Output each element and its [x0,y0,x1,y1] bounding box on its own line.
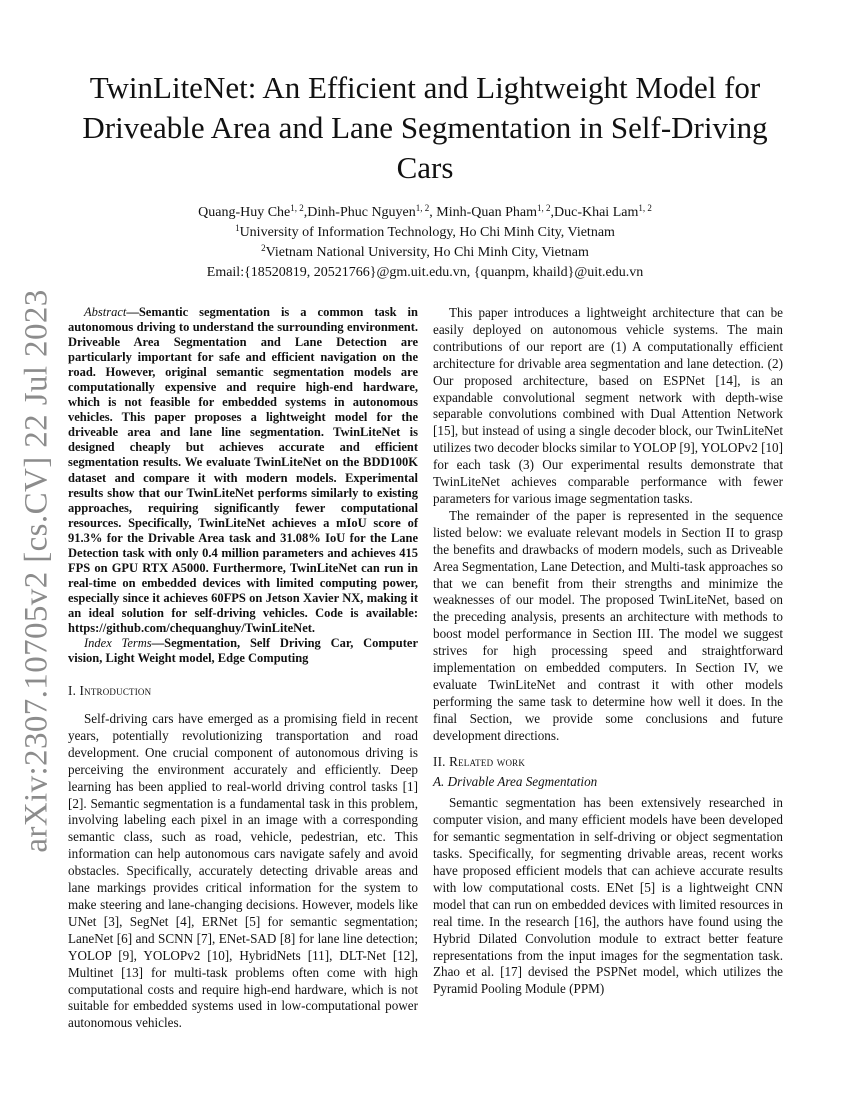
index-terms-label: Index Terms [84,636,152,651]
introduction-paragraph: Self-driving cars have emerged as a promising field in recent years, potentially revolutionizing transportation and road development. One crucial component of autonomous driving is perceiving the environment accurately and efficiently. Deep learning has been applied to real-world driving control tasks [1] [2]. Semantic segmentation is a fundamental task in this problem, involving labeling each pixel in an image with a corresponding semantic class, such as road, vehicle, pedestrian, etc. This information can help autonomous cars navigate safely and avoid obstacles. Specifically, accurately detecting drivable areas and lane markings provides critical information for the system to make steering and lane-changing decisions. However, models like UNet [3], SegNet [4], ERNet [5] for semantic segmentation; LaneNet [6] and SCNN [7], ENet-SAD [8] for lane line detection; YOLOP [9], YOLOPv2 [10], HybridNets [11], DLT-Net [12], Multinet [13] for multi-task problems often come with high computational costs and require high-end hardware, which is not suitable for embedded systems used in low-computational power autonomous vehicles. [68,711,418,1031]
section-heading-introduction [68,683,418,700]
related-work-paragraph: Semantic segmentation has been extensively researched in computer vision, and many efficient models have been developed for semantic segmentation in self-driving or object segmentation tasks. Specifically, for segmenting drivable areas, recent works have proposed efficient models that can achieve accurate results with low computational costs. ENet [5] is a lightweight CNN model that can run on embedded devices with limited resources in real time. In the research [16], the authors have found using the Hybrid Dilated Convolution module to extract better feature representations from the input images for the segmentation task. Zhao et al. [17] devised the PSPNet model, which utilizes the Pyramid Pooling Module (PPM) [433,795,783,997]
affiliation-2-text: Vietnam National University, Ho Chi Minh City, Vietnam [265,245,589,260]
right-column [433,305,783,998]
section-number: I. [68,683,80,699]
arxiv-identifier[interactable]: arXiv:2307.10705v2 [cs.CV] 22 Jul 2023 [18,289,55,853]
author-affiliation-mark: 1, 2 [290,203,304,213]
affiliation-1 [80,223,770,243]
author-name: Dinh-Phuc Nguyen [307,205,416,220]
affiliation-mark: 1 [235,223,240,233]
author-affiliation-mark: 1, 2 [537,203,551,213]
affiliation-2 [80,243,770,263]
abstract-label: Abstract [84,305,127,319]
author-name: Minh-Quan Pham [436,205,537,220]
section-title: Related work [449,753,526,769]
subsection-heading-drivable-area: A. Drivable Area Segmentation [433,774,598,790]
author-affiliation-mark: 1, 2 [638,203,652,213]
author-name: Quang-Huy Che [198,205,291,220]
author-email[interactable]: Email:{18520819, 20521766}@gm.uit.edu.vn, {quanpm, khaild}@uit.edu.vn [206,265,644,280]
section-heading-related-work [433,754,783,771]
index-terms-text: —Segmentation, Self Driving Car, Computer vision, Light Weight model, Edge Computing [68,636,418,666]
index-terms [68,636,418,666]
author-block [80,203,770,283]
abstract-text: —Semantic segmentation is a common task in autonomous driving to understand the surrounding environment. Driveable Area Segmentation and Lane Detection are particularly important for safe and efficient navigation on the road. However, original semantic segmentation models are computationally expensive and require high-end hardware, which is not feasible for embedded systems in autonomous vehicles. This paper proposes a lightweight model for the driveable area and lane line segmentation. TwinLiteNet is designed cheaply but achieves accurate and efficient segmentation results. We evaluate TwinLiteNet on the BDD100K dataset and compare it with modern models. Experimental results show that our TwinLiteNet performs similarly to existing approaches, requiring significantly fewer computational resources. Specifically, TwinLiteNet achieves a mIoU score of 91.3% for the Drivable Area task and 31.08% IoU for the Lane Detection task with only 0.4 million parameters and achieves 415 FPS on GPU RTX A5000. Furthermore, TwinLiteNet can run in real-time on embedded devices with limited computing power, especially since it achieves 60FPS on Jetson Xavier NX, making it an ideal solution for self-driving vehicles. Code is available: https://github.com/chequanghuy/TwinLiteNet. [68,305,418,635]
author-name: Duc-Khai Lam [554,205,639,220]
section-title: Introduction [79,683,152,699]
paper-title: TwinLiteNet: An Efficient and Lightweight Model for Driveable Area and Lane Segmentation in Self-Driving Cars [82,70,768,185]
author-affiliation-mark: 1, 2 [415,203,430,213]
affiliation-mark: 2 [261,243,266,253]
left-column [68,305,418,1032]
author-list: Quang-Huy Che$^{1, 2}$,Dinh-Phuc Nguyen$^{1, 2}$, Minh-Quan Pham$^{1, 2}$,Duc-Khai Lam$^{1, 2}$ [198,203,652,220]
paper-outline-paragraph: The remainder of the paper is represented in the sequence listed below: we evaluate relevant models in Section II to grasp the benefits and drawbacks of modern models, such as Driveable Area Segmentation, Lane Detection, and Multi-task approaches so that we can benefit from their strengths and minimize the weaknesses of our model. The proposed TwinLiteNet, based on the preceding analysis, presents an architecture with methods to boost model performance in Section III. The model we suggest strives for high processing speed and straightforward implementation on embedded computers. In Section IV, we evaluate TwinLiteNet and contrast it with other models performing the same task to determine how well it does. In the final Section, we provide some conclusions and future development directions. [433,507,783,743]
abstract [68,305,418,636]
arxiv-identifier-stamp [0,0,64,1100]
affiliation-1-text: University of Information Technology, Ho Chi Minh City, Vietnam [239,225,615,240]
contributions-paragraph: This paper introduces a lightweight architecture that can be easily deployed on autonomous vehicle systems. The main contributions of our report are (1) A computationally efficient architecture for drivable area segmentation and lane detection. (2) Our proposed architecture, based on ESPNet [14], is an expandable convolutional segment network with depth-wise separable convolutions combined with Dual Attention Network [15], but instead of using a single decoder block, our TwinLiteNet utilizes two decoder blocks similar to YOLOP [9], YOLOPv2 [10] for each task (3) Our experimental results demonstrate that TwinLiteNet achieves comparable performance with fewer parameters for various image segmentation tasks. [433,305,783,506]
section-number: II. [433,753,450,769]
